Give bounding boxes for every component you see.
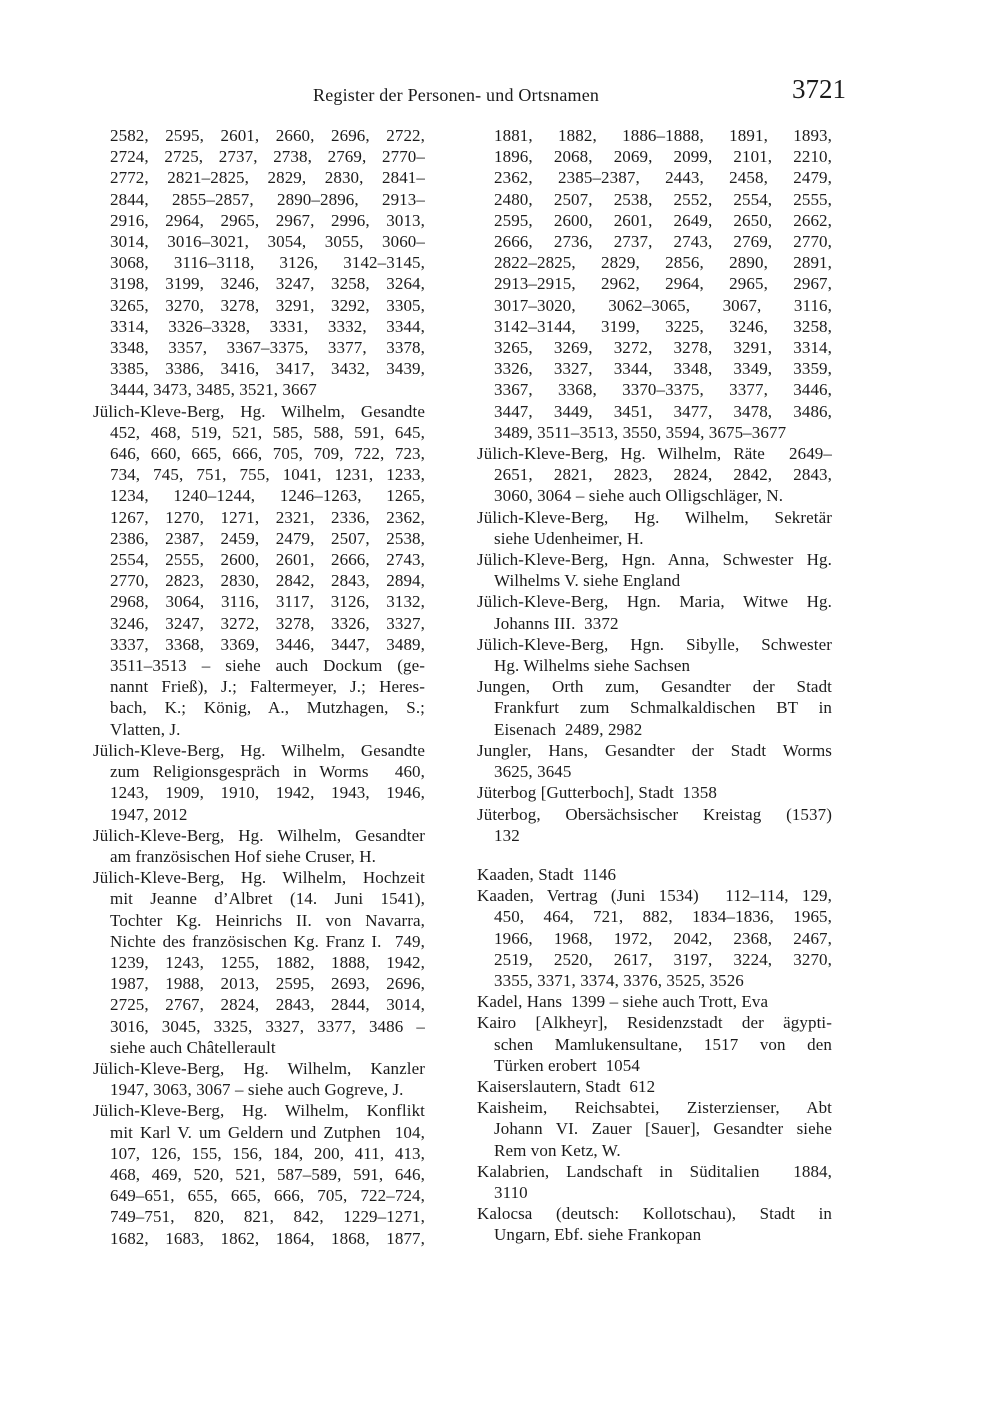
index-line: Jülich-Kleve-Berg, Hgn. Maria, Witwe Hg. <box>477 592 832 612</box>
index-line: 2725, 2767, 2824, 2843, 2844, 3014, <box>110 995 425 1015</box>
index-line: Türken erobert 1054 <box>494 1055 640 1075</box>
index-line: 132 <box>494 825 520 845</box>
index-line: 2844, 2855–2857, 2890–2896, 2913– <box>110 189 425 209</box>
index-line: 2724, 2725, 2737, 2738, 2769, 2770– <box>110 147 425 167</box>
index-line: Kaisheim, Reichsabtei, Zisterzienser, Abt <box>477 1098 832 1118</box>
index-line: Kairo [Alkheyr], Residenzstadt der ägypti- <box>477 1013 832 1033</box>
index-line: 3110 <box>494 1182 528 1202</box>
index-line: 1234, 1240–1244, 1246–1263, 1265, <box>110 486 425 506</box>
index-line: 2772, 2821–2825, 2829, 2830, 2841– <box>110 168 425 188</box>
index-line: 734, 745, 751, 755, 1041, 1231, 1233, <box>110 465 425 485</box>
index-line: Jülich-Kleve-Berg, Hg. Wilhelm, Räte 2649– <box>477 444 832 464</box>
index-line: 2651, 2821, 2823, 2824, 2842, 2843, <box>494 465 832 485</box>
index-line: 749–751, 820, 821, 842, 1229–1271, <box>110 1207 425 1227</box>
index-line: 2582, 2595, 2601, 2660, 2696, 2722, <box>110 126 425 145</box>
index-line: 3314, 3326–3328, 3331, 3332, 3344, <box>110 316 425 336</box>
index-line: Jülich-Kleve-Berg, Hg. Wilhelm, Gesandte <box>93 740 425 760</box>
index-line: 3511–3513 – siehe auch Dockum (ge- <box>110 656 425 676</box>
index-line: 3142–3144, 3199, 3225, 3246, 3258, <box>494 316 832 336</box>
index-line: 1966, 1968, 1972, 2042, 2368, 2467, <box>494 928 832 948</box>
index-line: 649–651, 655, 665, 666, 705, 722–724, <box>110 1186 425 1206</box>
index-line: 2519, 2520, 2617, 3197, 3224, 3270, <box>494 949 832 969</box>
index-line: Jüterbog, Obersächsischer Kreistag (1537) <box>477 804 832 824</box>
index-line: Wilhelms V. siehe England <box>494 571 681 591</box>
index-line: bach, K.; König, A., Mutzhagen, S.; <box>110 698 425 718</box>
index-line: 1987, 1988, 2013, 2595, 2693, 2696, <box>110 974 425 994</box>
index-line: Jülich-Kleve-Berg, Hgn. Anna, Schwester Hg. <box>477 550 832 570</box>
index-line: Jüterbog [Gutterboch], Stadt 1358 <box>477 783 717 803</box>
index-line: 3355, 3371, 3374, 3376, 3525, 3526 <box>494 970 744 990</box>
index-line: 2554, 2555, 2600, 2601, 2666, 2743, <box>110 550 425 570</box>
index-line: 2666, 2736, 2737, 2743, 2769, 2770, <box>494 232 832 252</box>
index-line: 646, 660, 665, 666, 705, 709, 722, 723, <box>110 444 425 464</box>
index-line: Jülich-Kleve-Berg, Hg. Wilhelm, Konflikt <box>93 1101 425 1121</box>
index-line: 3246, 3247, 3272, 3278, 3326, 3327, <box>110 613 425 633</box>
index-line: 1267, 1270, 1271, 2321, 2336, 2362, <box>110 507 425 527</box>
index-line: 450, 464, 721, 882, 1834–1836, 1965, <box>494 907 832 927</box>
index-line: 3447, 3449, 3451, 3477, 3478, 3486, <box>494 401 832 421</box>
index-line: 1239, 1243, 1255, 1882, 1888, 1942, <box>110 952 425 972</box>
index-line: 2770, 2823, 2830, 2842, 2843, 2894, <box>110 571 425 591</box>
index-line: Kaaden, Stadt 1146 <box>477 864 617 884</box>
index-line: 3385, 3386, 3416, 3417, 3432, 3439, <box>110 359 425 379</box>
index-line: Hg. Wilhelms siehe Sachsen <box>494 656 691 676</box>
index-line: Jülich-Kleve-Berg, Hg. Wilhelm, Gesandter <box>93 825 425 845</box>
index-line: 107, 126, 155, 156, 184, 200, 411, 413, <box>110 1143 425 1163</box>
index-line: Kaaden, Vertrag (Juni 1534) 112–114, 129, <box>477 886 832 906</box>
index-line: 468, 469, 520, 521, 587–589, 591, 646, <box>110 1164 425 1184</box>
index-line: 2386, 2387, 2459, 2479, 2507, 2538, <box>110 528 425 548</box>
index-line: Ungarn, Ebf. siehe Frankopan <box>494 1225 702 1245</box>
index-line: Kalocsa (deutsch: Kollotschau), Stadt in <box>477 1204 832 1224</box>
index-line: am französischen Hof siehe Cruser, H. <box>110 846 376 866</box>
index-line: 2362, 2385–2387, 2443, 2458, 2479, <box>494 168 832 188</box>
index-line: Rem von Ketz, W. <box>494 1140 621 1160</box>
index-line: 3489, 3511–3513, 3550, 3594, 3675–3677 <box>494 422 787 442</box>
index-line: Jülich-Kleve-Berg, Hg. Wilhelm, Gesandte <box>93 401 425 421</box>
index-line: nannt Frieß), J.; Faltermeyer, J.; Heres- <box>110 677 425 697</box>
index-line: Johann VI. Zauer [Sauer], Gesandter siehe <box>494 1119 832 1139</box>
index-line: 2822–2825, 2829, 2856, 2890, 2891, <box>494 253 832 273</box>
index-line: Jülich-Kleve-Berg, Hg. Wilhelm, Kanzler <box>93 1058 425 1078</box>
index-column-right <box>477 125 832 1246</box>
index-line: 1881, 1882, 1886–1888, 1891, 1893, <box>494 126 832 145</box>
index-line: Jülich-Kleve-Berg, Hg. Wilhelm, Hochzeit <box>93 868 425 888</box>
index-line: 3265, 3270, 3278, 3291, 3292, 3305, <box>110 295 425 315</box>
index-line: schen Mamlukensultane, 1517 von den <box>494 1034 832 1054</box>
index-line: 3337, 3368, 3369, 3446, 3447, 3489, <box>110 634 425 654</box>
index-line: 3198, 3199, 3246, 3247, 3258, 3264, <box>110 274 425 294</box>
index-line: 3017–3020, 3062–3065, 3067, 3116, <box>494 295 832 315</box>
index-line: Jülich-Kleve-Berg, Hgn. Sibylle, Schwester <box>477 634 832 654</box>
index-line: Tochter Kg. Heinrichs II. von Navarra, <box>110 910 425 930</box>
index-line: 3625, 3645 <box>494 762 572 782</box>
index-line: 3016, 3045, 3325, 3327, 3377, 3486 – <box>110 1016 425 1036</box>
page-number: 3721 <box>792 74 846 104</box>
index-line: 3014, 3016–3021, 3054, 3055, 3060– <box>110 232 425 252</box>
index-line: Kaiserslautern, Stadt 612 <box>477 1076 656 1096</box>
index-line: Johanns III. 3372 <box>494 613 619 633</box>
index-line: Eisenach 2489, 2982 <box>494 719 643 739</box>
running-head: Register der Personen- und Ortsnamen <box>313 85 600 105</box>
index-line: 1682, 1683, 1862, 1864, 1868, 1877, <box>110 1228 425 1248</box>
index-line: Nichte des französischen Kg. Franz I. 749, <box>110 931 425 951</box>
index-line: siehe Udenheimer, H. <box>494 528 644 548</box>
index-line: 2968, 3064, 3116, 3117, 3126, 3132, <box>110 592 425 612</box>
index-line: Kalabrien, Landschaft in Süditalien 1884, <box>477 1161 832 1181</box>
index-line: 452, 468, 519, 521, 585, 588, 591, 645, <box>110 422 425 442</box>
index-line: zum Religionsgespräch in Worms 460, <box>110 762 425 782</box>
index-line: 1947, 2012 <box>110 804 188 824</box>
index-line: mit Jeanne d’Albret (14. Juni 1541), <box>110 889 425 909</box>
index-line: 3348, 3357, 3367–3375, 3377, 3378, <box>110 338 425 358</box>
index-line: 2916, 2964, 2965, 2967, 2996, 3013, <box>110 210 425 230</box>
index-line: siehe auch Châtellerault <box>110 1037 276 1057</box>
index-line: Kadel, Hans 1399 – siehe auch Trott, Eva <box>477 992 769 1012</box>
index-line: 2595, 2600, 2601, 2649, 2650, 2662, <box>494 210 832 230</box>
index-line: Jungen, Orth zum, Gesandter der Stadt <box>477 677 832 697</box>
index-line: 2913–2915, 2962, 2964, 2965, 2967, <box>494 274 832 294</box>
index-line: Jungler, Hans, Gesandter der Stadt Worms <box>477 740 832 760</box>
index-line: 3265, 3269, 3272, 3278, 3291, 3314, <box>494 338 832 358</box>
index-line: 3444, 3473, 3485, 3521, 3667 <box>110 380 317 400</box>
index-line: 1243, 1909, 1910, 1942, 1943, 1946, <box>110 783 425 803</box>
index-line: 3060, 3064 – siehe auch Olligschläger, N. <box>494 486 784 506</box>
index-line: 1896, 2068, 2069, 2099, 2101, 2210, <box>494 147 832 167</box>
index-line: Jülich-Kleve-Berg, Hg. Wilhelm, Sekretär <box>477 507 832 527</box>
index-line: 1947, 3063, 3067 – siehe auch Gogreve, J. <box>110 1080 404 1100</box>
index-column-left <box>93 125 425 1249</box>
index-line: mit Karl V. um Geldern und Zutphen 104, <box>110 1122 425 1142</box>
index-line: Vlatten, J. <box>110 719 181 739</box>
index-line: 2480, 2507, 2538, 2552, 2554, 2555, <box>494 189 832 209</box>
index-line: 3326, 3327, 3344, 3348, 3349, 3359, <box>494 359 832 379</box>
index-line: 3068, 3116–3118, 3126, 3142–3145, <box>110 253 425 273</box>
index-line: 3367, 3368, 3370–3375, 3377, 3446, <box>494 380 832 400</box>
section-gap <box>477 846 832 864</box>
index-line: Frankfurt zum Schmalkaldischen BT in <box>494 698 832 718</box>
